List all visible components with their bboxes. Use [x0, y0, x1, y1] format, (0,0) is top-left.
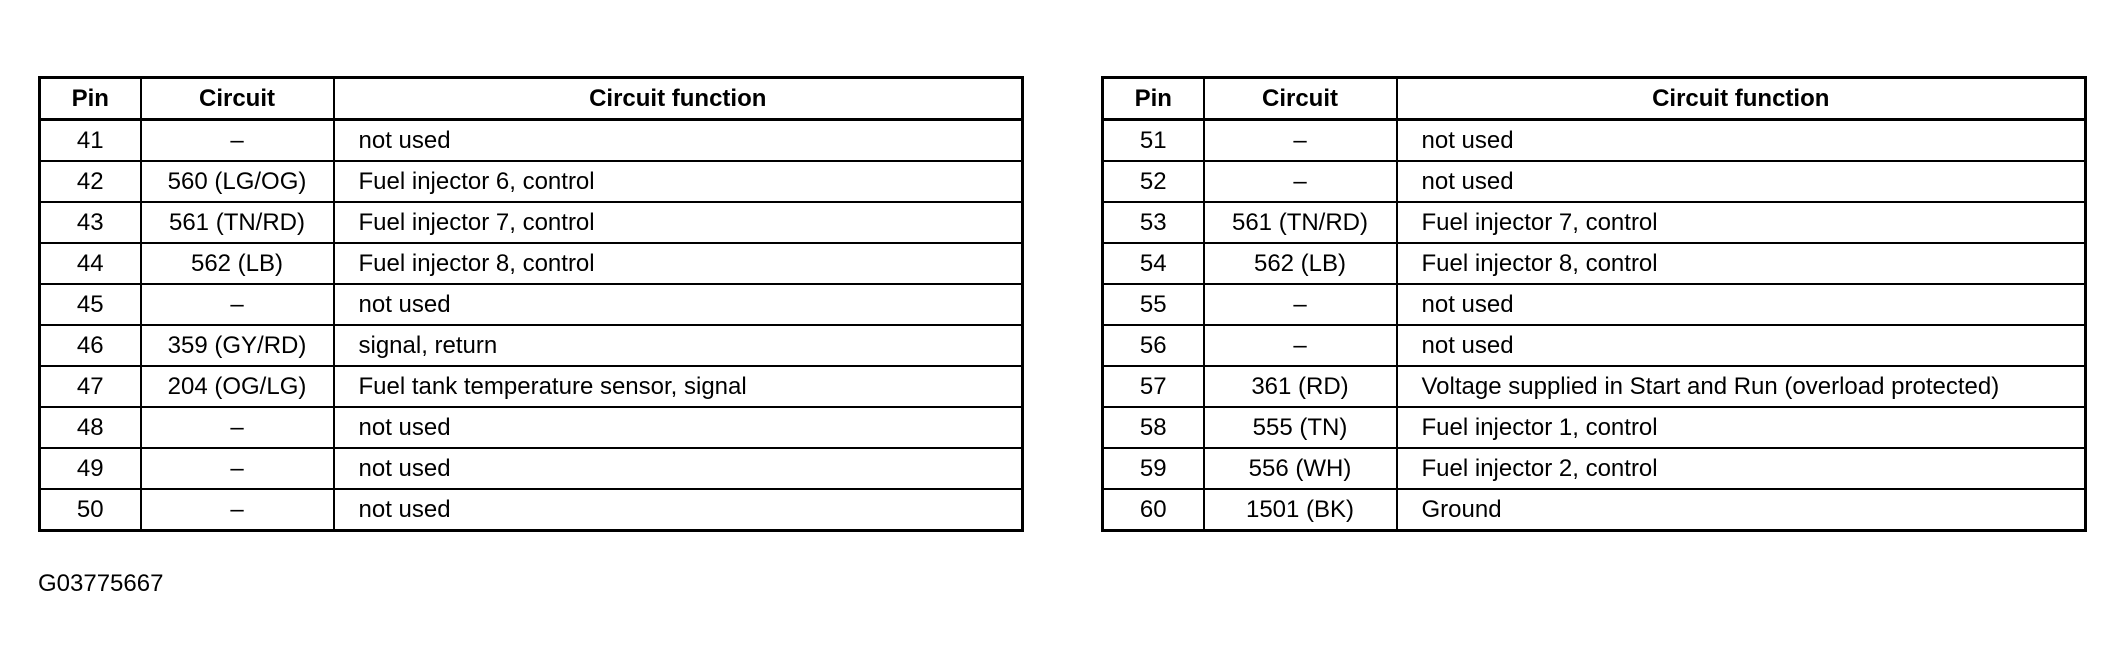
- table-row: [40, 448, 1023, 489]
- table-row: [40, 120, 1023, 162]
- circuit-function-cell: Fuel injector 2, control: [1397, 448, 2086, 489]
- pin-cell: 55: [1103, 284, 1204, 325]
- pin-table-left: [38, 76, 1024, 532]
- table-row: [40, 243, 1023, 284]
- circuit-cell: 361 (RD): [1204, 366, 1397, 407]
- pin-cell: 48: [40, 407, 141, 448]
- table-row: [1103, 448, 2086, 489]
- header-circuit-function: Circuit function: [1397, 78, 2086, 120]
- pin-cell: 53: [1103, 202, 1204, 243]
- table-header-row: [1103, 78, 2086, 120]
- table-row: [40, 202, 1023, 243]
- pin-cell: 56: [1103, 325, 1204, 366]
- circuit-cell: –: [1204, 120, 1397, 162]
- circuit-cell: 1501 (BK): [1204, 489, 1397, 531]
- circuit-function-cell: not used: [334, 489, 1023, 531]
- pin-cell: 52: [1103, 161, 1204, 202]
- circuit-cell: –: [1204, 284, 1397, 325]
- circuit-function-cell: signal, return: [334, 325, 1023, 366]
- pin-table-right: [1101, 76, 2087, 532]
- circuit-cell: 561 (TN/RD): [1204, 202, 1397, 243]
- circuit-function-cell: Fuel injector 8, control: [1397, 243, 2086, 284]
- table-body-left: [40, 120, 1023, 531]
- table-row: [1103, 120, 2086, 162]
- circuit-function-cell: not used: [334, 448, 1023, 489]
- circuit-function-cell: not used: [1397, 120, 2086, 162]
- pin-cell: 46: [40, 325, 141, 366]
- circuit-function-cell: Fuel injector 7, control: [334, 202, 1023, 243]
- pin-cell: 42: [40, 161, 141, 202]
- pin-cell: 57: [1103, 366, 1204, 407]
- circuit-function-cell: not used: [1397, 284, 2086, 325]
- pin-cell: 50: [40, 489, 141, 531]
- pin-cell: 43: [40, 202, 141, 243]
- table-row: [40, 489, 1023, 531]
- circuit-function-cell: Fuel injector 7, control: [1397, 202, 2086, 243]
- table-row: [1103, 407, 2086, 448]
- pin-cell: 47: [40, 366, 141, 407]
- circuit-cell: –: [141, 407, 334, 448]
- circuit-cell: 561 (TN/RD): [141, 202, 334, 243]
- circuit-cell: 556 (WH): [1204, 448, 1397, 489]
- circuit-function-cell: not used: [334, 120, 1023, 162]
- circuit-function-cell: not used: [1397, 161, 2086, 202]
- pin-cell: 54: [1103, 243, 1204, 284]
- table-row: [1103, 161, 2086, 202]
- circuit-function-cell: Fuel injector 6, control: [334, 161, 1023, 202]
- circuit-cell: 560 (LG/OG): [141, 161, 334, 202]
- pin-cell: 51: [1103, 120, 1204, 162]
- table-row: [1103, 284, 2086, 325]
- pin-cell: 59: [1103, 448, 1204, 489]
- table-row: [40, 284, 1023, 325]
- table-header-row: [40, 78, 1023, 120]
- table-row: [40, 325, 1023, 366]
- circuit-cell: –: [141, 284, 334, 325]
- table-row: [1103, 489, 2086, 531]
- circuit-function-cell: not used: [334, 407, 1023, 448]
- pin-cell: 49: [40, 448, 141, 489]
- header-circuit-function: Circuit function: [334, 78, 1023, 120]
- circuit-function-cell: Voltage supplied in Start and Run (overload protected): [1397, 366, 2086, 407]
- pin-cell: 41: [40, 120, 141, 162]
- table-row: [1103, 243, 2086, 284]
- circuit-function-cell: not used: [334, 284, 1023, 325]
- circuit-function-cell: Fuel injector 8, control: [334, 243, 1023, 284]
- circuit-cell: 555 (TN): [1204, 407, 1397, 448]
- circuit-cell: –: [141, 120, 334, 162]
- circuit-cell: 562 (LB): [1204, 243, 1397, 284]
- table-row: [40, 366, 1023, 407]
- circuit-function-cell: not used: [1397, 325, 2086, 366]
- header-pin: Pin: [1103, 78, 1204, 120]
- pin-cell: 45: [40, 284, 141, 325]
- circuit-cell: 204 (OG/LG): [141, 366, 334, 407]
- circuit-cell: 562 (LB): [141, 243, 334, 284]
- figure-id: G03775667: [38, 570, 164, 597]
- table-row: [40, 161, 1023, 202]
- circuit-cell: 359 (GY/RD): [141, 325, 334, 366]
- table-row: [1103, 325, 2086, 366]
- circuit-cell: –: [1204, 325, 1397, 366]
- circuit-cell: –: [141, 448, 334, 489]
- circuit-cell: –: [141, 489, 334, 531]
- table-row: [40, 407, 1023, 448]
- header-circuit: Circuit: [141, 78, 334, 120]
- header-pin: Pin: [40, 78, 141, 120]
- header-circuit: Circuit: [1204, 78, 1397, 120]
- circuit-function-cell: Ground: [1397, 489, 2086, 531]
- circuit-function-cell: Fuel tank temperature sensor, signal: [334, 366, 1023, 407]
- pin-cell: 44: [40, 243, 141, 284]
- circuit-cell: –: [1204, 161, 1397, 202]
- table-row: [1103, 366, 2086, 407]
- pin-cell: 58: [1103, 407, 1204, 448]
- table-row: [1103, 202, 2086, 243]
- circuit-function-cell: Fuel injector 1, control: [1397, 407, 2086, 448]
- pin-cell: 60: [1103, 489, 1204, 531]
- table-body-right: [1103, 120, 2086, 531]
